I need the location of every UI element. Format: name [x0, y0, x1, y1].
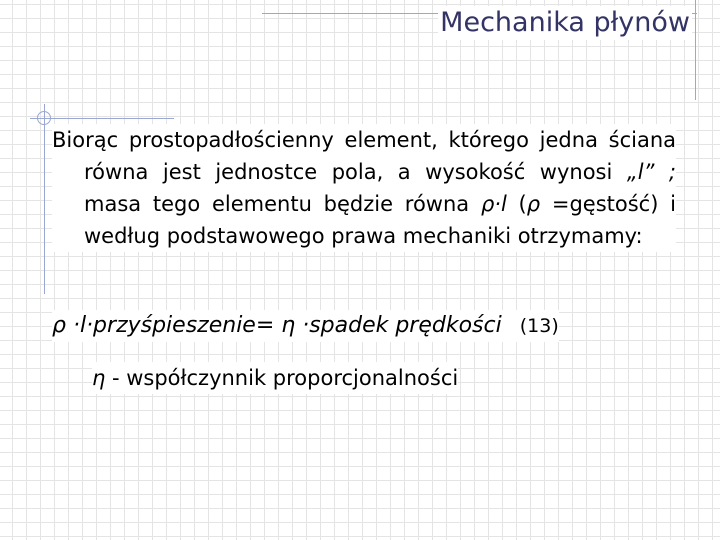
- rho-symbol: ρ: [526, 192, 541, 216]
- eta-definition: [92, 362, 458, 394]
- paragraph-part-2: masa tego elementu będzie równa: [84, 192, 481, 216]
- left-rule-horizontal: [30, 118, 174, 119]
- height-quote-l: „l” ;: [626, 160, 677, 184]
- equation-number: (13): [519, 315, 559, 337]
- paragraph-part-4: =gęstość) i według podstawowego prawa mechaniki otrzymamy:: [84, 192, 677, 248]
- paragraph-part-1: Biorąc prostopadłościenny element, którego jedna ściana równa jest jednostce pola, a wysokość wynosi: [52, 128, 676, 184]
- equation-text: ρ ·l·przyśpieszenie= η ·spadek prędkości: [52, 313, 502, 338]
- corner-circle-ornament: [37, 111, 51, 125]
- paragraph-part-3: (: [506, 192, 527, 216]
- slide-title: Mechanika płynów: [440, 7, 690, 38]
- eta-symbol: η: [92, 366, 106, 390]
- left-rule-vertical: [44, 104, 45, 294]
- mass-expression: ρ·l: [480, 192, 507, 216]
- eta-definition-text: - współczynnik proporcjonalności: [105, 366, 459, 390]
- equation-13: [52, 310, 559, 342]
- title-rule-right: [695, 0, 696, 100]
- body-paragraph: [52, 124, 676, 252]
